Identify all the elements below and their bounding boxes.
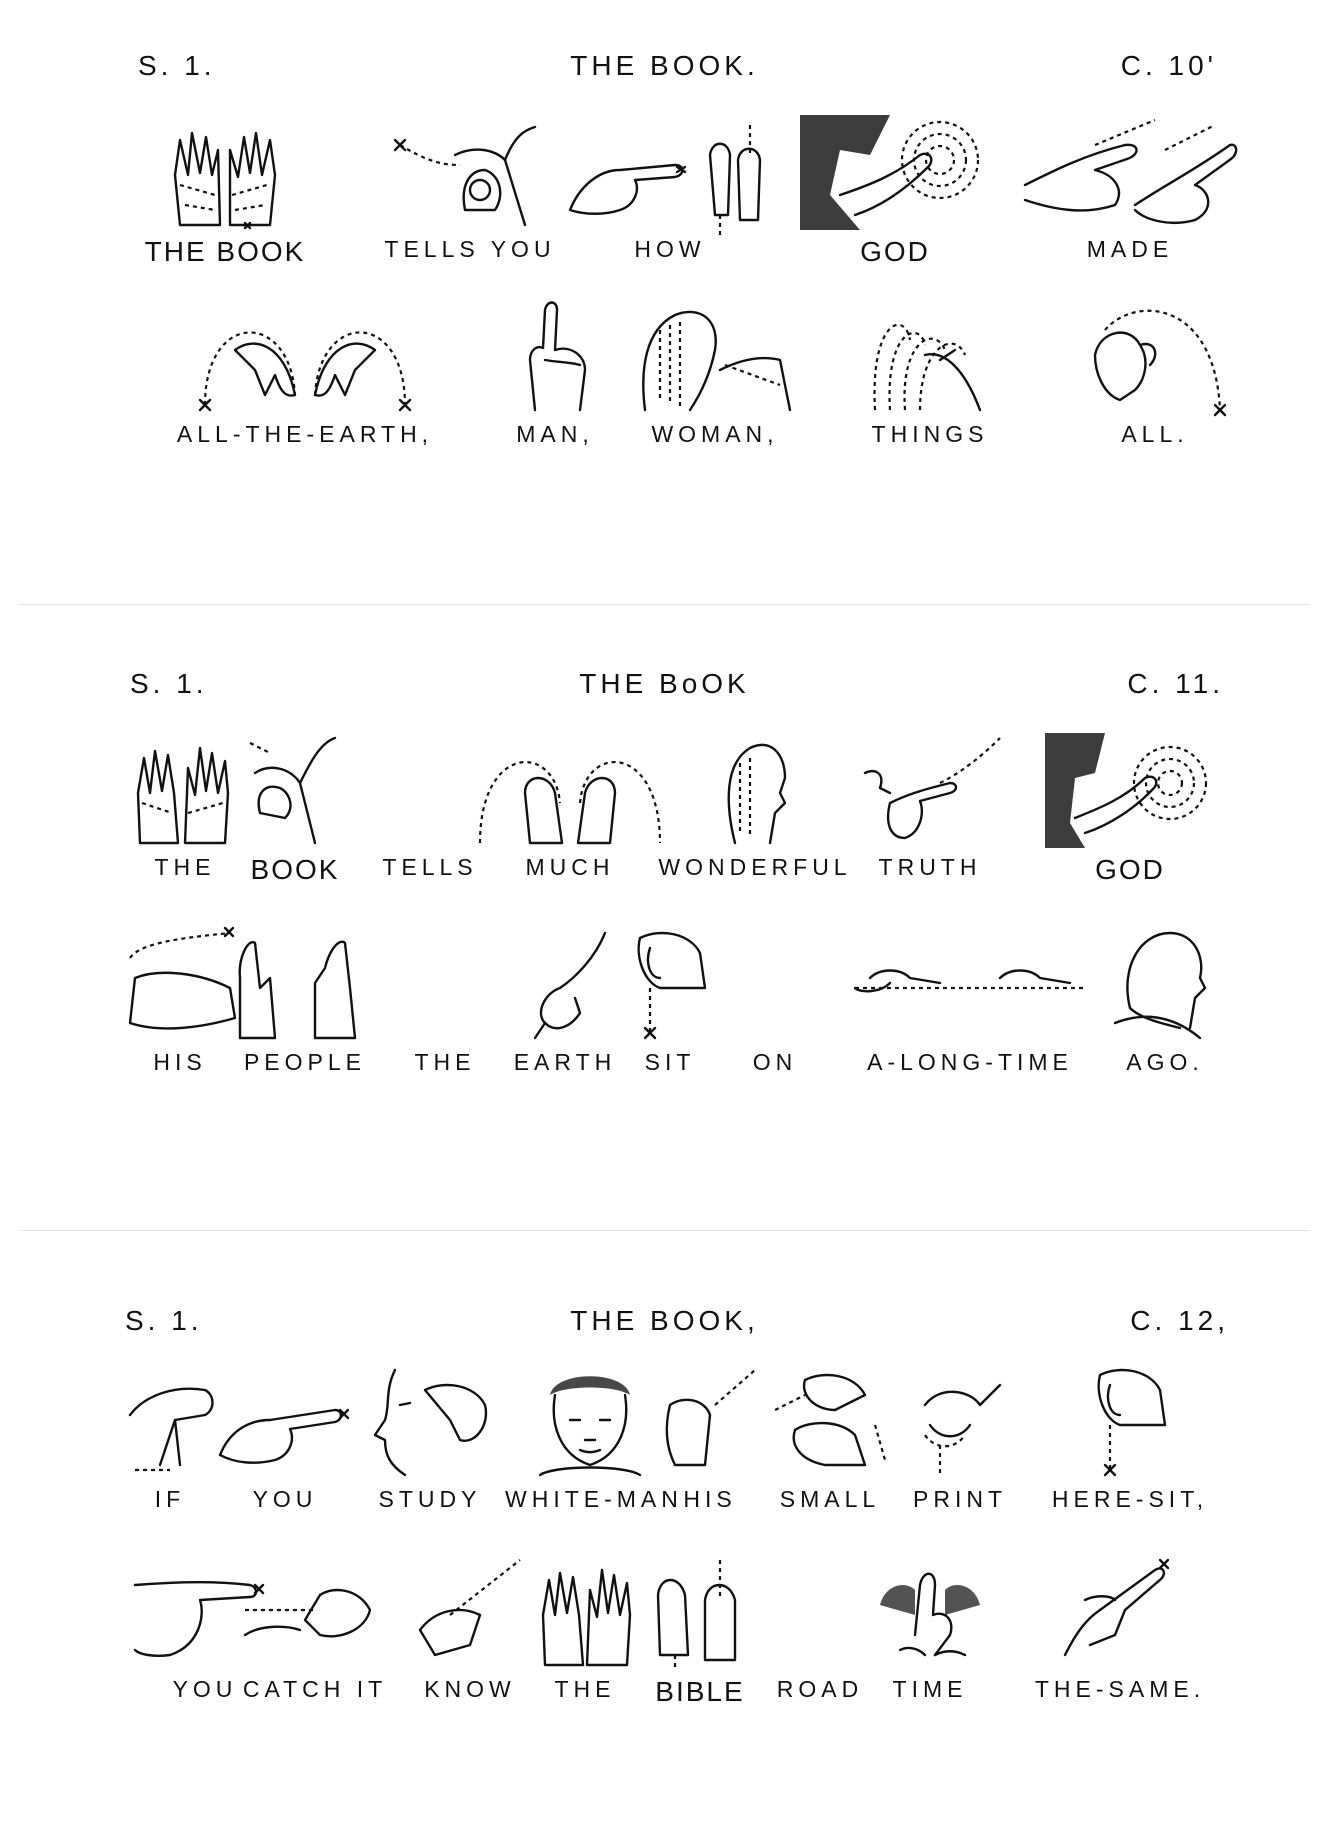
- sign-his: [655, 1365, 765, 1513]
- mitten-hands-icon: [620, 928, 720, 1043]
- head-profile-icon: [1110, 928, 1220, 1043]
- sign-label: WOMAN,: [651, 421, 779, 447]
- sign-earth: [490, 928, 640, 1076]
- sign-label: GOD: [1095, 854, 1165, 885]
- sign-label: TELLS YOU: [384, 236, 556, 262]
- hand-sign-icon: [410, 1555, 530, 1670]
- section-divider: [20, 604, 1310, 605]
- sign-label: GOD: [860, 236, 930, 267]
- sign-bible: [640, 1555, 760, 1708]
- chapter-number: C. 11.: [1127, 668, 1224, 699]
- sign-label: PRINT: [913, 1486, 1007, 1512]
- sign-label: TIME: [892, 1676, 968, 1702]
- sign-his: [120, 928, 240, 1076]
- hand-sign-icon: [385, 115, 555, 230]
- sun-rays-icon: [1045, 733, 1215, 848]
- sign-label: BIBLE: [655, 1676, 745, 1707]
- sign-the-same: [1010, 1555, 1230, 1703]
- sign-label: YOU: [252, 1486, 318, 1512]
- lesson-header: [0, 50, 1329, 110]
- lesson-title: THE BOOK,: [570, 1305, 759, 1336]
- hand-sign-icon: [1015, 115, 1245, 230]
- mitten-hands-icon: [655, 1365, 765, 1480]
- sign-print: [895, 1365, 1025, 1513]
- sign-label: BOOK: [250, 854, 340, 885]
- sign-label: CATCH IT: [242, 1676, 388, 1702]
- lesson-12: [0, 1305, 1329, 1707]
- sign-study: [360, 1365, 500, 1513]
- head-profile-icon: [535, 1365, 645, 1480]
- sign-label: MAN,: [516, 421, 594, 447]
- open-hands-book-icon: [160, 115, 290, 230]
- sign-label: MADE: [1086, 236, 1174, 262]
- sign-god: [800, 115, 990, 268]
- sign-label: AGO.: [1126, 1049, 1204, 1075]
- spacer-icon: [440, 928, 450, 1043]
- head-profile-icon: [365, 1365, 495, 1480]
- sign-white-man: [505, 1365, 683, 1513]
- sign-book: [240, 733, 350, 886]
- sign-label: ALL-THE-EARTH,: [176, 421, 434, 447]
- sign-label: MUCH: [525, 854, 615, 880]
- series-number: S. 1.: [130, 668, 208, 699]
- lesson-title: THE BOOK.: [570, 50, 759, 81]
- hand-sign-icon: [765, 1365, 895, 1480]
- sign-time: [860, 1555, 1000, 1703]
- sign-god: [1045, 733, 1215, 886]
- spacer-icon: [815, 1555, 825, 1670]
- sign-all-the-earth: [135, 300, 475, 448]
- pointing-hand-icon: [515, 928, 615, 1043]
- mitten-hands-icon: [650, 1555, 750, 1670]
- section-divider: [20, 1230, 1310, 1231]
- sign-label: YOU: [172, 1676, 238, 1702]
- sign-the-3: [535, 1555, 635, 1703]
- lesson-11: [0, 668, 1329, 1075]
- sign-label: STUDY: [378, 1486, 482, 1512]
- mitten-hands-icon: [1075, 300, 1235, 415]
- mitten-hands-icon: [185, 300, 425, 415]
- sign-label: SIT: [644, 1049, 696, 1075]
- hand-sign-icon: [240, 1555, 390, 1670]
- sign-label: THE-SAME.: [1034, 1676, 1206, 1702]
- sign-label: SMALL: [779, 1486, 881, 1512]
- head-profile-icon: [715, 733, 795, 848]
- sign-you: [210, 1365, 360, 1513]
- sign-label: EARTH: [513, 1049, 617, 1075]
- hand-sign-icon: [115, 1365, 225, 1480]
- lesson-title: THE BoOK: [579, 668, 750, 699]
- sun-rays-icon: [800, 115, 990, 230]
- sign-label: ON: [752, 1049, 798, 1075]
- sign-label: ROAD: [776, 1676, 864, 1702]
- sign-label: WHITE-MAN: [505, 1486, 683, 1512]
- pointing-hand-icon: [850, 733, 1010, 848]
- spacer-icon: [425, 733, 435, 848]
- hand-sign-icon: [910, 1365, 1010, 1480]
- sign-made: [1010, 115, 1250, 263]
- chapter-number: C. 12,: [1130, 1305, 1229, 1336]
- lesson-header: [0, 668, 1329, 728]
- sign-label: THE: [554, 1676, 616, 1702]
- lesson-10: [0, 50, 1329, 447]
- sign-the-2: [400, 928, 490, 1076]
- sign-the: [130, 733, 240, 881]
- hand-sign-icon: [230, 928, 380, 1043]
- chapter-number: C. 10': [1120, 50, 1217, 81]
- sign-on: [730, 928, 820, 1076]
- sign-here-sit: [1030, 1365, 1230, 1513]
- sign-label: PEOPLE: [243, 1049, 367, 1075]
- hand-sign-icon: [875, 1555, 985, 1670]
- sign-label: HIS: [153, 1049, 207, 1075]
- sign-label: KNOW: [424, 1676, 516, 1702]
- sign-wonderful: [635, 733, 875, 881]
- sign-man: [500, 300, 610, 448]
- head-profile-icon: [630, 300, 800, 415]
- sign-label: TELLS: [382, 854, 478, 880]
- pointing-hand-icon: [210, 1365, 370, 1480]
- sign-label: IF: [154, 1486, 186, 1512]
- sign-people: [230, 928, 380, 1076]
- sign-all: [1060, 300, 1250, 448]
- series-number: S. 1.: [125, 1305, 203, 1336]
- spacer-icon: [770, 928, 780, 1043]
- sign-label: THE: [414, 1049, 476, 1075]
- hand-sign-icon: [240, 733, 350, 848]
- pointing-hand-icon: [560, 115, 780, 230]
- sign-if: [115, 1365, 225, 1513]
- sign-label: ALL.: [1121, 421, 1189, 447]
- sign-ago: [1100, 928, 1230, 1076]
- sign-small: [765, 1365, 895, 1513]
- sign-a-long-time: [820, 928, 1120, 1076]
- sign-label: HERE-SIT,: [1051, 1486, 1209, 1512]
- open-hands-book-icon: [130, 733, 240, 848]
- hand-sign-icon: [120, 928, 240, 1043]
- sign-label: THE BOOK: [144, 236, 306, 267]
- sign-label: TRUTH: [878, 854, 982, 880]
- sign-things: [855, 300, 1005, 448]
- hand-sign-icon: [1055, 1555, 1185, 1670]
- sign-label: THE: [154, 854, 216, 880]
- sign-catch-it: [215, 1555, 415, 1703]
- sign-the-book: [130, 115, 320, 268]
- sign-road: [770, 1555, 870, 1703]
- sign-sit: [620, 928, 720, 1076]
- hand-sign-icon: [865, 300, 995, 415]
- sign-label: HOW: [634, 236, 706, 262]
- hand-sign-icon: [850, 928, 1090, 1043]
- sign-know: [400, 1555, 540, 1703]
- sign-truth: [840, 733, 1020, 881]
- mitten-hands-icon: [1080, 1365, 1180, 1480]
- sign-label: WONDERFUL: [658, 854, 852, 880]
- hand-sign-icon: [515, 300, 595, 415]
- open-hands-book-icon: [535, 1555, 635, 1670]
- sign-label: A-LONG-TIME: [867, 1049, 1073, 1075]
- sign-woman: [625, 300, 805, 448]
- series-number: S. 1.: [138, 50, 216, 81]
- sign-label: THINGS: [871, 421, 989, 447]
- lesson-header: [0, 1305, 1329, 1365]
- sign-how: [560, 115, 780, 263]
- sign-label: HIS: [683, 1486, 737, 1512]
